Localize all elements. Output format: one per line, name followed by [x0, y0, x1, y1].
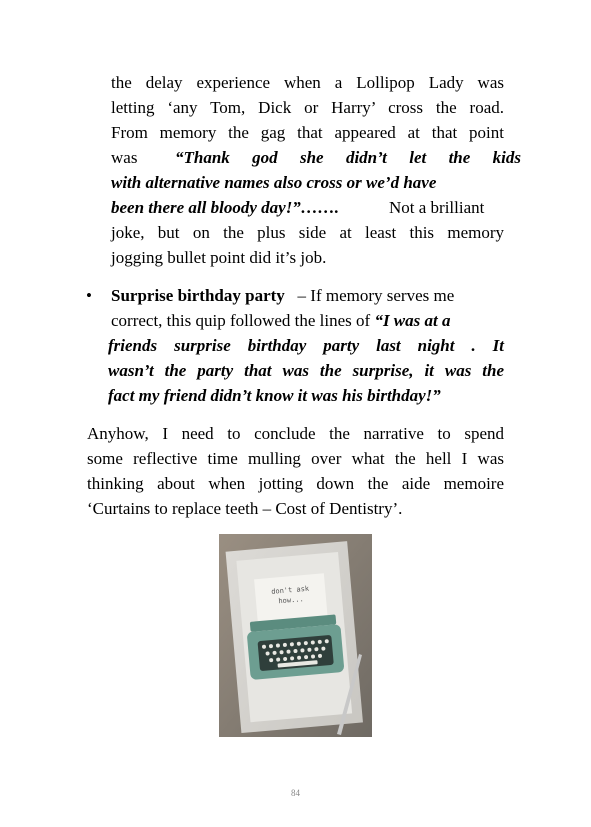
- text-line: Not a brilliant: [389, 198, 485, 217]
- bullet-text: correct, this quip followed the lines of: [111, 311, 371, 330]
- quote-line: been there all bloody day!”…….: [111, 198, 340, 217]
- text-line: jogging bullet point did it’s job.: [111, 248, 327, 267]
- paragraph-line: ‘Curtains to replace teeth – Cost of Dentistry’.: [87, 499, 403, 518]
- quote-line: with alternative names also cross or we’d have: [111, 173, 437, 192]
- page-number: 84: [291, 788, 300, 798]
- text-line: was: [111, 148, 138, 167]
- bullet-lead: – If memory serves me: [297, 286, 455, 305]
- bullet-quote: “I was at a: [374, 311, 451, 330]
- bullet-quote: fact my friend didn’t know it was his birthday!”: [108, 386, 441, 405]
- text-line: the delay experience when a Lollipop Lady was: [111, 73, 504, 92]
- text-line: letting ‘any Tom, Dick or Harry’ cross the road.: [111, 98, 504, 117]
- bullet-line: [111, 283, 454, 308]
- card-text: how...: [278, 595, 304, 606]
- paragraph-line: Anyhow, I need to conclude the narrative to spend: [87, 424, 504, 443]
- quote-line: “Thank god she didn’t let the kids: [175, 148, 521, 167]
- bullet-heading: Surprise birthday party: [111, 286, 285, 305]
- bullet-quote: friends surprise birthday party last night . It: [108, 336, 504, 355]
- typewriter-card-photo: [219, 534, 372, 737]
- paragraph-line: some reflective time mulling over what the hell I was: [87, 449, 504, 468]
- bullet-point: •: [86, 286, 92, 305]
- card-text: don't ask: [270, 584, 310, 596]
- bullet-quote: wasn’t the party that was the surprise, it was the: [108, 361, 504, 380]
- paragraph-line: thinking about when jotting down the aide memoire: [87, 474, 504, 493]
- bullet-line: [111, 308, 450, 333]
- text-line: From memory the gag that appeared at that point: [111, 123, 504, 142]
- text-line: joke, but on the plus side at least this memory: [111, 223, 504, 242]
